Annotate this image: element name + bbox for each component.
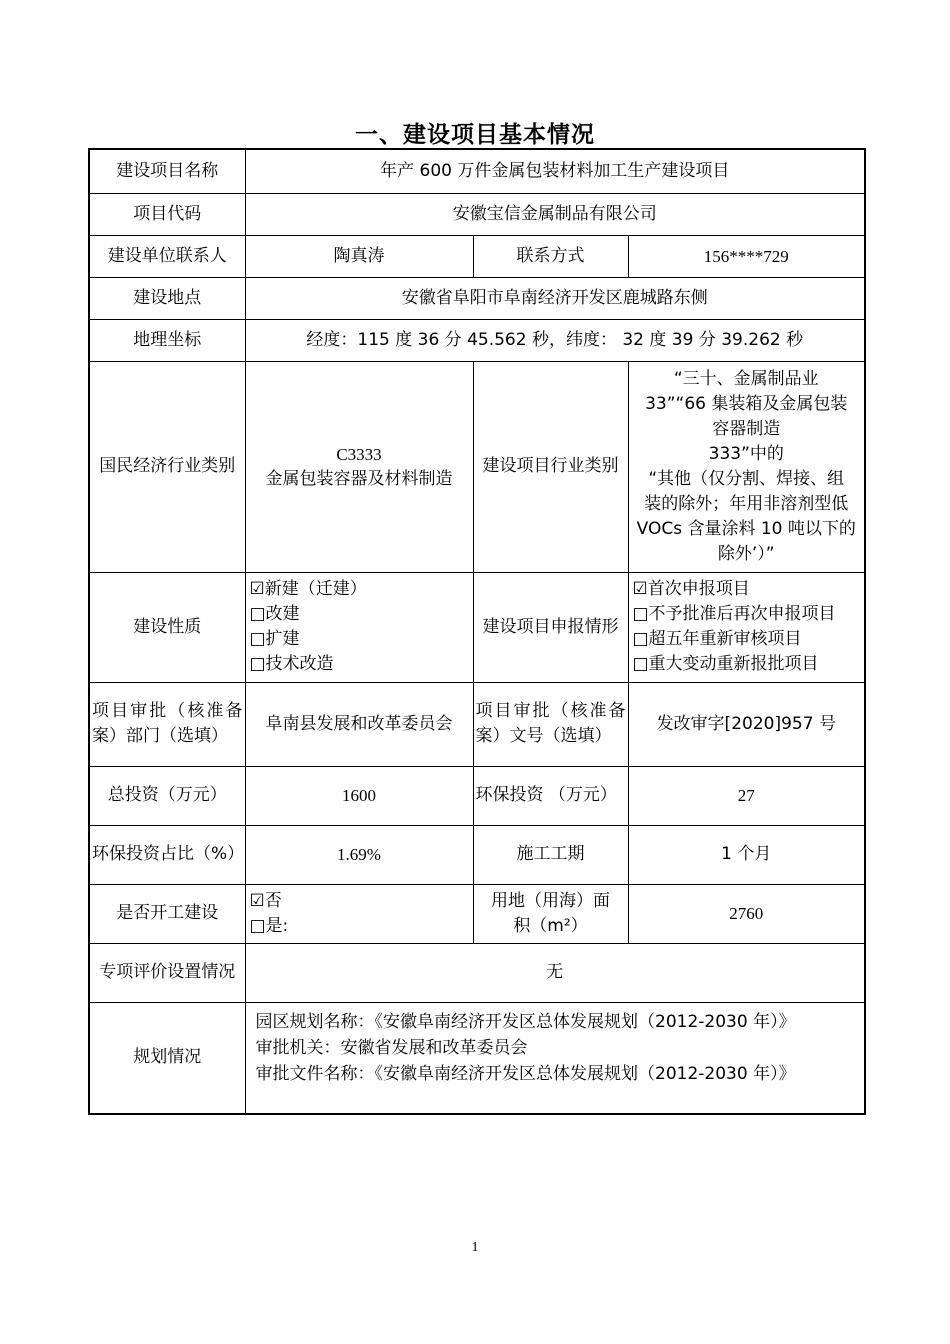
industry-line: “三十、金属制品业 [673,368,819,389]
value-declaration [628,572,865,682]
nature-option-tech[interactable]: □技术改造 [249,654,334,674]
row-coordinates [89,319,865,361]
industry-line: 除外’）” [717,543,775,564]
project-info-table [88,148,866,1115]
land-area-label-line1: 用地（用海）面 [491,890,610,911]
industry-line: 333”中的 [708,443,784,464]
value-nature [245,572,473,682]
value-industry [245,361,473,572]
row-investment [89,766,865,825]
label-approval-dept: 项目审批（核准备案）部门（选填） [89,682,245,766]
value-location: 安徽省阜阳市阜南经济开发区鹿城路东侧 [245,277,865,319]
value-planning [245,1002,865,1114]
industry-line: VOCs 含量涂料 10 吨以下的 [636,518,856,539]
row-started [89,884,865,943]
page-title: 一、建设项目基本情况 [355,122,595,148]
value-special-eval: 无 [245,943,865,1002]
row-planning [89,1002,865,1114]
label-coordinates: 地理坐标 [89,319,245,361]
nature-option-rebuild[interactable]: □改建 [249,604,300,624]
row-project-name [89,149,865,193]
value-coordinates: 经度：115 度 36 分 45.562 秒，纬度： 32 度 39 分 39.262 秒 [245,319,865,361]
label-construction-period: 施工工期 [473,825,628,884]
label-project-name: 建设项目名称 [89,149,245,193]
value-construction-period: 1 个月 [628,825,865,884]
value-approval-no: 发改审字[2020]957 号 [628,682,865,766]
value-project-industry [628,361,865,572]
label-location: 建设地点 [89,277,245,319]
label-env-investment: 环保投资 （万元） [473,766,628,825]
value-investment: 1600 [245,766,473,825]
value-project-name: 年产 600 万件金属包装材料加工生产建设项目 [245,149,865,193]
row-project-code [89,193,865,235]
label-special-eval: 专项评价设置情况 [89,943,245,1002]
declaration-option-first[interactable]: ☑首次申报项目 [632,579,750,599]
industry-line: 33”“66 集装箱及金属包装 [645,393,848,414]
nature-option-expand[interactable]: □扩建 [249,629,300,649]
planning-document: 审批文件名称：《安徽阜南经济开发区总体发展规划（2012-2030 年）》 [255,1063,796,1084]
declaration-option-review[interactable]: □超五年重新审核项目 [632,629,802,649]
row-special-eval [89,943,865,1002]
value-approval-dept: 阜南县发展和改革委员会 [245,682,473,766]
label-approval-no: 项目审批（核准备案）文号（选填） [473,682,628,766]
label-project-code: 项目代码 [89,193,245,235]
row-industry [89,361,865,572]
started-option-yes[interactable]: □是: [249,915,289,936]
industry-code: C3333 [336,444,382,464]
value-contact: 陶真涛 [245,235,473,277]
value-project-code: 安徽宝信金属制品有限公司 [245,193,865,235]
label-planning: 规划情况 [89,1002,245,1114]
label-env-ratio: 环保投资占比（%） [89,825,245,884]
industry-line: 装的除外；年用非溶剂型低 [644,493,849,514]
value-env-investment: 27 [628,766,865,825]
label-project-industry: 建设项目行业类别 [473,361,628,572]
declaration-option-major[interactable]: □重大变动重新报批项目 [632,654,819,674]
label-contact-phone: 联系方式 [473,235,628,277]
label-industry: 国民经济行业类别 [89,361,245,572]
value-env-ratio: 1.69% [245,825,473,884]
value-started [245,884,473,943]
value-land-area: 2760 [628,884,865,943]
page-number: 1 [471,1240,479,1255]
row-approval [89,682,865,766]
label-investment: 总投资（万元） [89,766,245,825]
row-location [89,277,865,319]
industry-line: 容器制造 [712,418,781,439]
row-nature [89,572,865,682]
label-nature: 建设性质 [89,572,245,682]
planning-name: 园区规划名称：《安徽阜南经济开发区总体发展规划（2012-2030 年）》 [255,1011,796,1032]
label-started: 是否开工建设 [89,884,245,943]
label-declaration: 建设项目申报情形 [473,572,628,682]
nature-option-new[interactable]: ☑新建（迁建） [249,579,367,599]
row-ratio [89,825,865,884]
declaration-option-resubmit[interactable]: □不予批准后再次申报项目 [632,604,836,624]
row-contact [89,235,865,277]
value-contact-phone: 156****729 [628,235,865,277]
planning-authority: 审批机关：安徽省发展和改革委员会 [255,1037,528,1058]
industry-line: “其他（仅分割、焊接、组 [648,468,845,489]
label-contact: 建设单位联系人 [89,235,245,277]
land-area-label-line2: 积（m²） [513,915,588,936]
label-land-area [473,884,628,943]
started-option-no[interactable]: ☑否 [249,890,282,911]
industry-desc: 金属包装容器及材料制造 [265,468,453,489]
